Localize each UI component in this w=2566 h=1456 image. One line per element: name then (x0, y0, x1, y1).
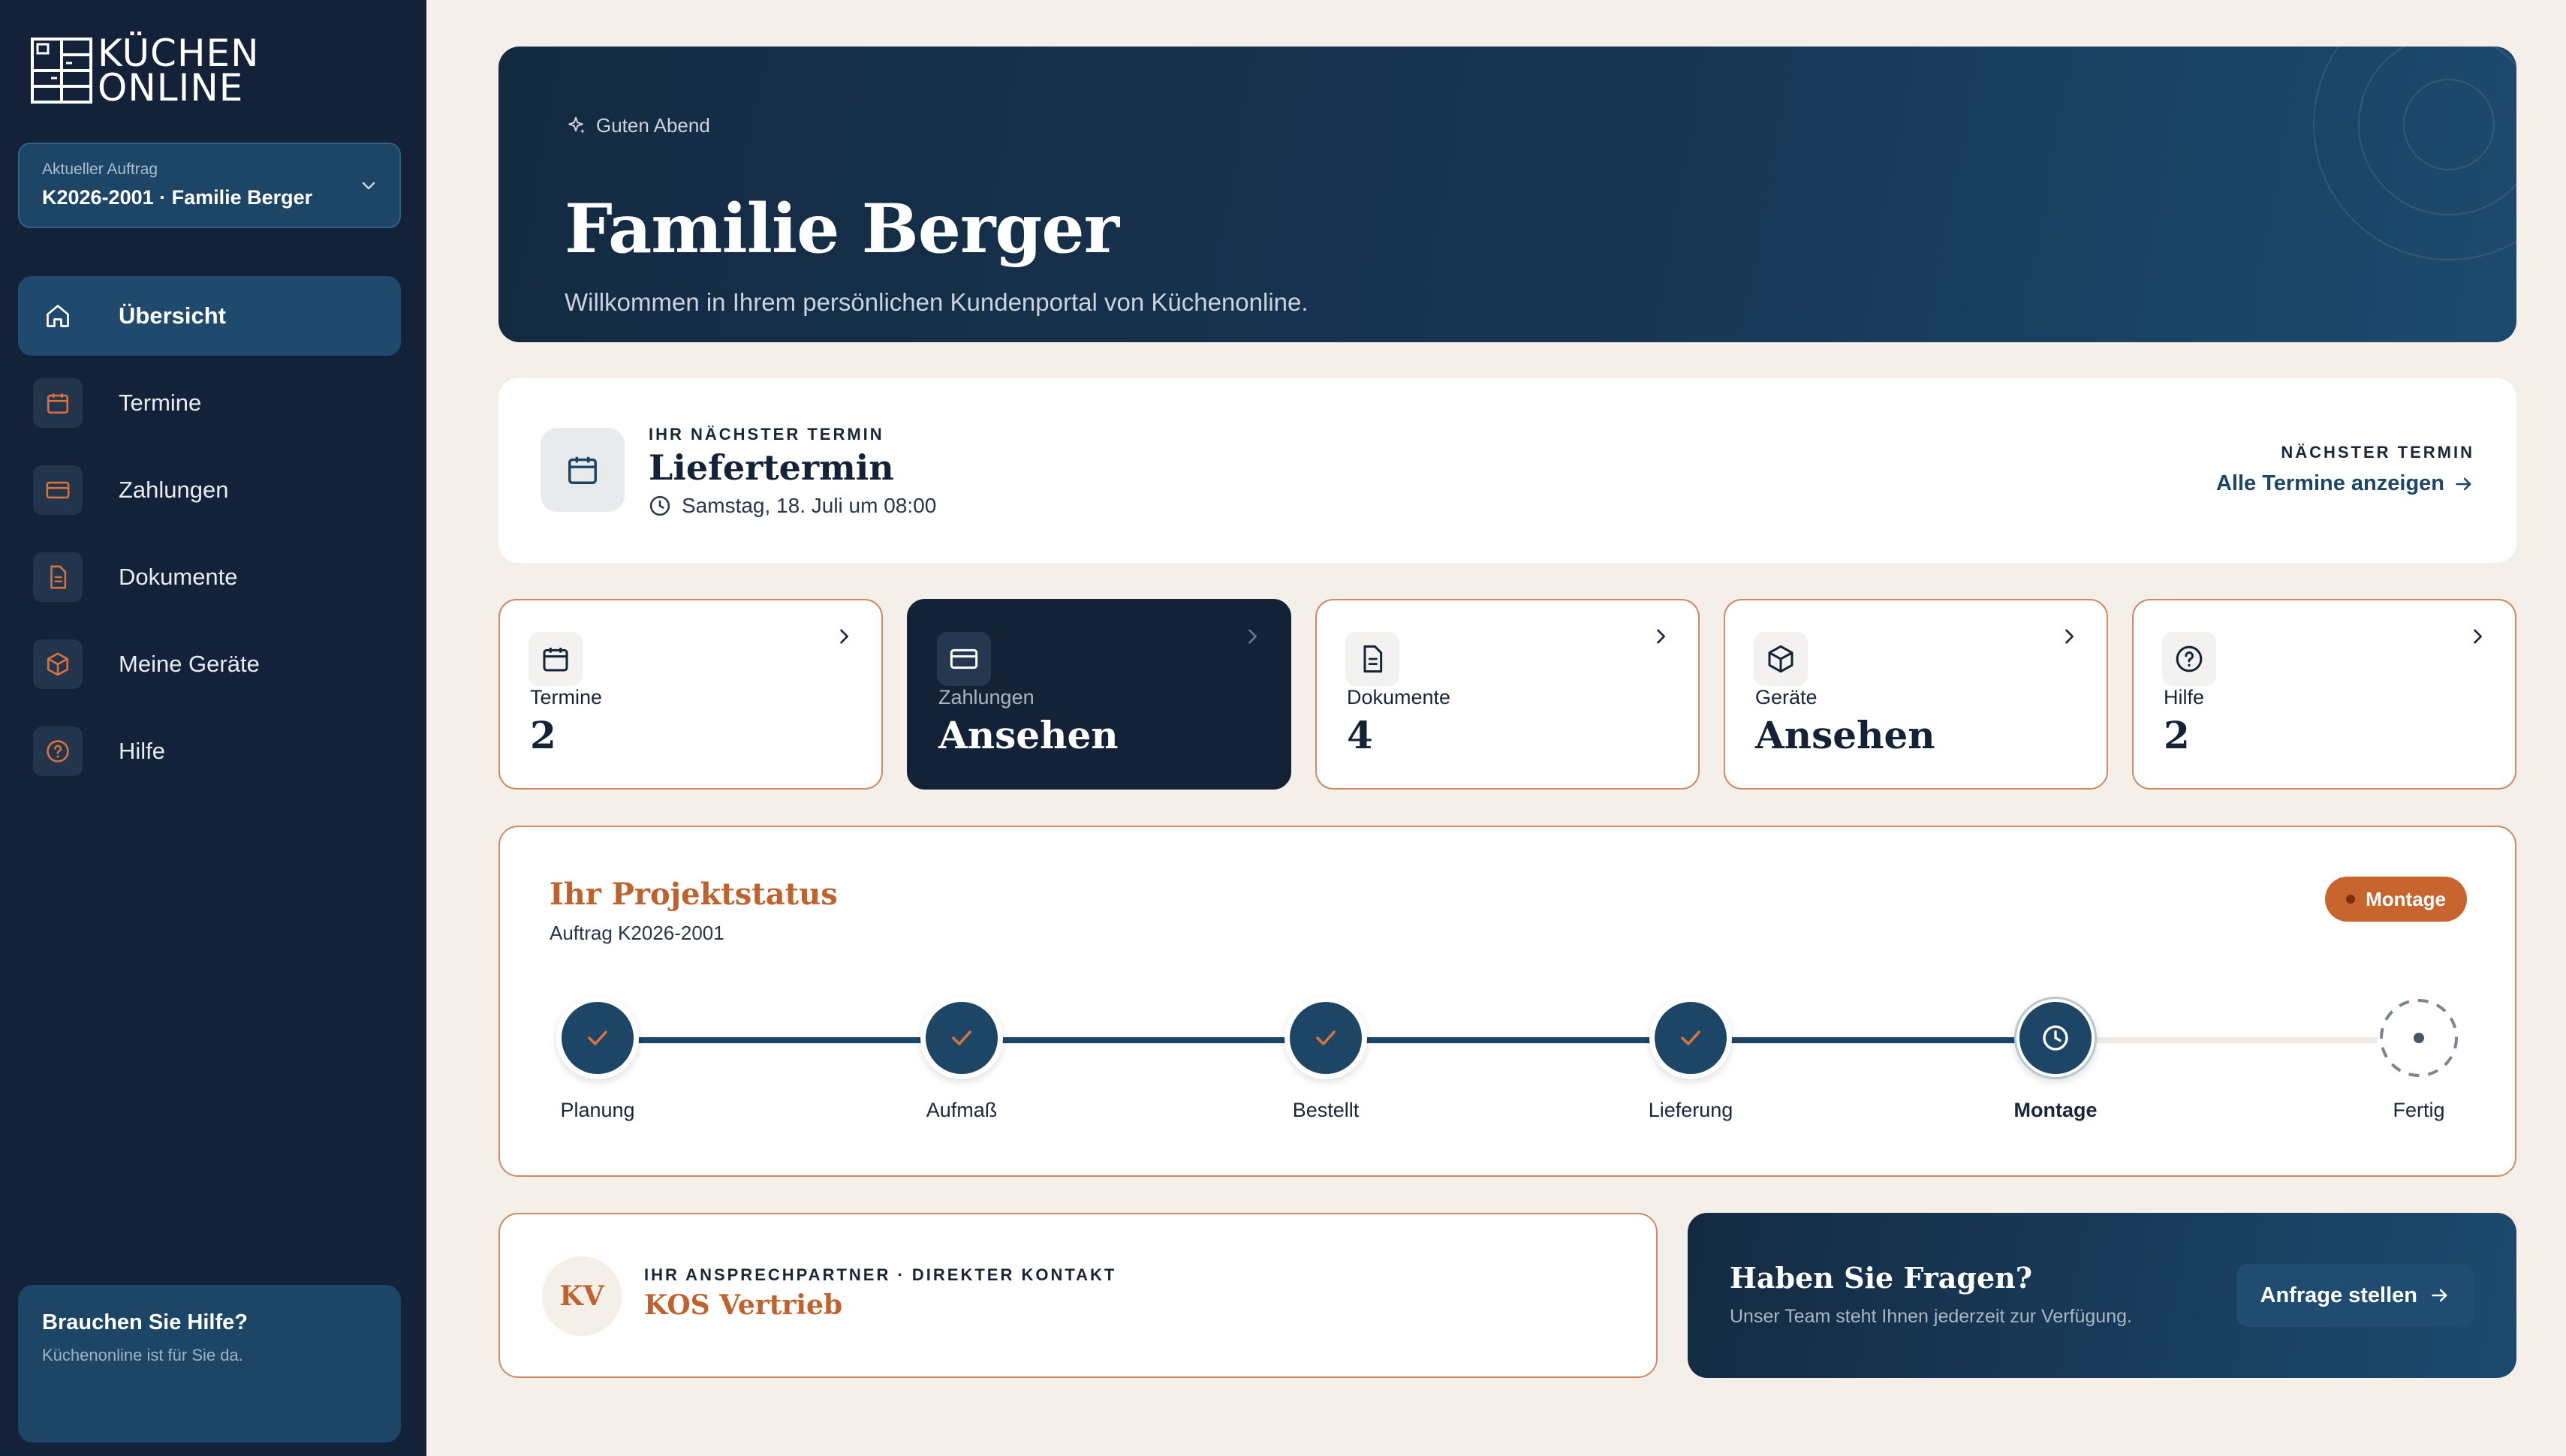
greeting (565, 114, 710, 137)
home-icon (33, 291, 83, 341)
brand-line-2: ONLINE (98, 66, 244, 110)
check-icon (926, 1002, 998, 1074)
step-label: Lieferung (1648, 1099, 1733, 1121)
step-fertig (2329, 997, 2509, 1122)
stat-value: Ansehen (1755, 713, 1935, 757)
sidebar-item-label: Termine (119, 390, 202, 416)
arrow-right-icon (2429, 1285, 2450, 1306)
chevron-right-icon (2467, 626, 2488, 647)
all-appointments-link-text: Alle Termine anzeigen (2215, 471, 2444, 495)
step-circle (1285, 997, 1367, 1079)
project-status-subtitle: Auftrag K2026-2001 (550, 922, 724, 944)
chevron-right-icon (1650, 626, 1671, 647)
stat-value: Ansehen (938, 713, 1119, 757)
document-icon (33, 552, 83, 602)
package-icon (33, 639, 83, 689)
stat-card-hilfe[interactable] (2132, 599, 2516, 790)
request-button-label: Anfrage stellen (2260, 1283, 2417, 1307)
stat-card-geraete[interactable] (1724, 599, 2108, 790)
stat-label: Zahlungen (938, 686, 1035, 708)
next-appointment-datetime-text: Samstag, 18. Juli um 08:00 (682, 494, 937, 517)
brand-name (98, 32, 260, 110)
contact-name: KOS Vertrieb (644, 1289, 843, 1321)
step-circle (2014, 997, 2097, 1079)
decorative-rings-icon (2246, 47, 2516, 317)
sidebar (0, 0, 426, 1456)
sidebar-item-label: Zahlungen (119, 477, 229, 503)
order-selector-label: Aktueller Auftrag (42, 161, 158, 178)
help-box[interactable] (18, 1285, 401, 1442)
step-label: Montage (2013, 1099, 2098, 1121)
brand-logo[interactable] (30, 32, 260, 110)
step-bestellt (1236, 997, 1416, 1122)
credit-card-icon (33, 465, 83, 515)
package-icon (1754, 632, 1808, 686)
clock-icon (649, 495, 671, 517)
sidebar-item-label: Meine Geräte (119, 651, 260, 677)
step-circle (1649, 997, 1732, 1079)
project-status-title: Ihr Projektstatus (550, 877, 838, 912)
status-badge-text: Montage (2366, 887, 2446, 910)
stat-value: 2 (2164, 713, 2190, 757)
step-label: Planung (560, 1099, 635, 1121)
sidebar-item-uebersicht[interactable] (18, 276, 401, 356)
clock-icon (2019, 1002, 2092, 1074)
step-montage (1965, 997, 2146, 1122)
next-appointment-title: Liefertermin (649, 447, 894, 488)
next-appointment-datetime (649, 494, 936, 518)
step-lieferung (1601, 997, 1781, 1122)
sparkle-icon (565, 115, 587, 137)
document-icon (1345, 632, 1399, 686)
stat-label: Dokumente (1347, 686, 1451, 708)
step-label: Aufmaß (926, 1099, 998, 1121)
sidebar-item-meine-geraete[interactable] (18, 624, 401, 704)
greeting-text: Guten Abend (596, 114, 710, 137)
calendar-icon (529, 632, 583, 686)
all-appointments-link[interactable] (2216, 471, 2474, 496)
next-appointment-right-eyebrow: NÄCHSTER TERMIN (2281, 443, 2474, 462)
status-dot-icon (2346, 895, 2355, 904)
sidebar-item-zahlungen[interactable] (18, 450, 401, 530)
stat-label: Geräte (1755, 686, 1818, 708)
sidebar-item-label: Übersicht (119, 302, 226, 329)
stat-card-termine[interactable] (498, 599, 883, 790)
check-icon (1655, 1002, 1727, 1074)
avatar: KV (542, 1256, 622, 1336)
step-label: Fertig (2393, 1099, 2445, 1121)
chevron-down-icon (357, 174, 380, 197)
step-circle (920, 997, 1003, 1079)
project-status-card (498, 826, 2516, 1177)
step-planung (507, 997, 688, 1122)
sidebar-item-dokumente[interactable] (18, 537, 401, 617)
chevron-right-icon (1242, 626, 1263, 647)
request-button[interactable] (2236, 1264, 2475, 1327)
stat-card-zahlungen[interactable] (907, 599, 1291, 790)
step-circle (2378, 997, 2460, 1079)
order-selector-value: K2026-2001 · Familie Berger (42, 186, 313, 209)
pending-dot-icon (2378, 997, 2460, 1079)
sidebar-item-hilfe[interactable] (18, 711, 401, 791)
step-circle (556, 997, 639, 1079)
questions-card (1688, 1213, 2516, 1378)
stat-value: 2 (530, 713, 556, 757)
kitchen-logo-icon (30, 37, 93, 104)
page-title: Familie Berger (565, 189, 1119, 269)
stat-card-dokumente[interactable] (1315, 599, 1700, 790)
questions-subtitle: Unser Team steht Ihnen jederzeit zur Verfügung. (1730, 1306, 2132, 1327)
welcome-hero (498, 47, 2516, 342)
questions-title: Haben Sie Fragen? (1730, 1261, 2033, 1295)
help-box-subtitle: Küchenonline ist für Sie da. (42, 1346, 243, 1364)
stat-value: 4 (1347, 713, 1373, 757)
arrow-right-icon (2453, 474, 2474, 495)
sidebar-item-termine[interactable] (18, 363, 401, 443)
brand-line-1: KÜCHEN (98, 32, 260, 75)
help-circle-icon (33, 726, 83, 776)
contact-eyebrow: IHR ANSPRECHPARTNER · DIREKTER KONTAKT (644, 1265, 1117, 1284)
chevron-right-icon (833, 626, 854, 647)
hero-subtitle: Willkommen in Ihrem persönlichen Kundenportal von Küchenonline. (565, 288, 1309, 316)
help-circle-icon (2162, 632, 2216, 686)
step-aufmass (872, 997, 1052, 1122)
sidebar-item-label: Dokumente (119, 564, 238, 590)
sidebar-nav (18, 276, 401, 799)
credit-card-icon (937, 632, 991, 686)
status-badge (2325, 877, 2467, 922)
order-selector[interactable] (18, 143, 401, 228)
help-box-title: Brauchen Sie Hilfe? (42, 1310, 248, 1334)
step-label: Bestellt (1292, 1099, 1360, 1121)
sidebar-item-label: Hilfe (119, 738, 166, 764)
next-appointment-card (498, 378, 2516, 563)
calendar-icon (541, 428, 625, 512)
chevron-right-icon (2059, 626, 2080, 647)
contact-card[interactable] (498, 1213, 1658, 1378)
next-appointment-eyebrow: IHR NÄCHSTER TERMIN (649, 425, 884, 444)
stat-label: Termine (530, 686, 603, 708)
stat-label: Hilfe (2164, 686, 2205, 708)
check-icon (1290, 1002, 1362, 1074)
check-icon (562, 1002, 634, 1074)
calendar-icon (33, 378, 83, 428)
